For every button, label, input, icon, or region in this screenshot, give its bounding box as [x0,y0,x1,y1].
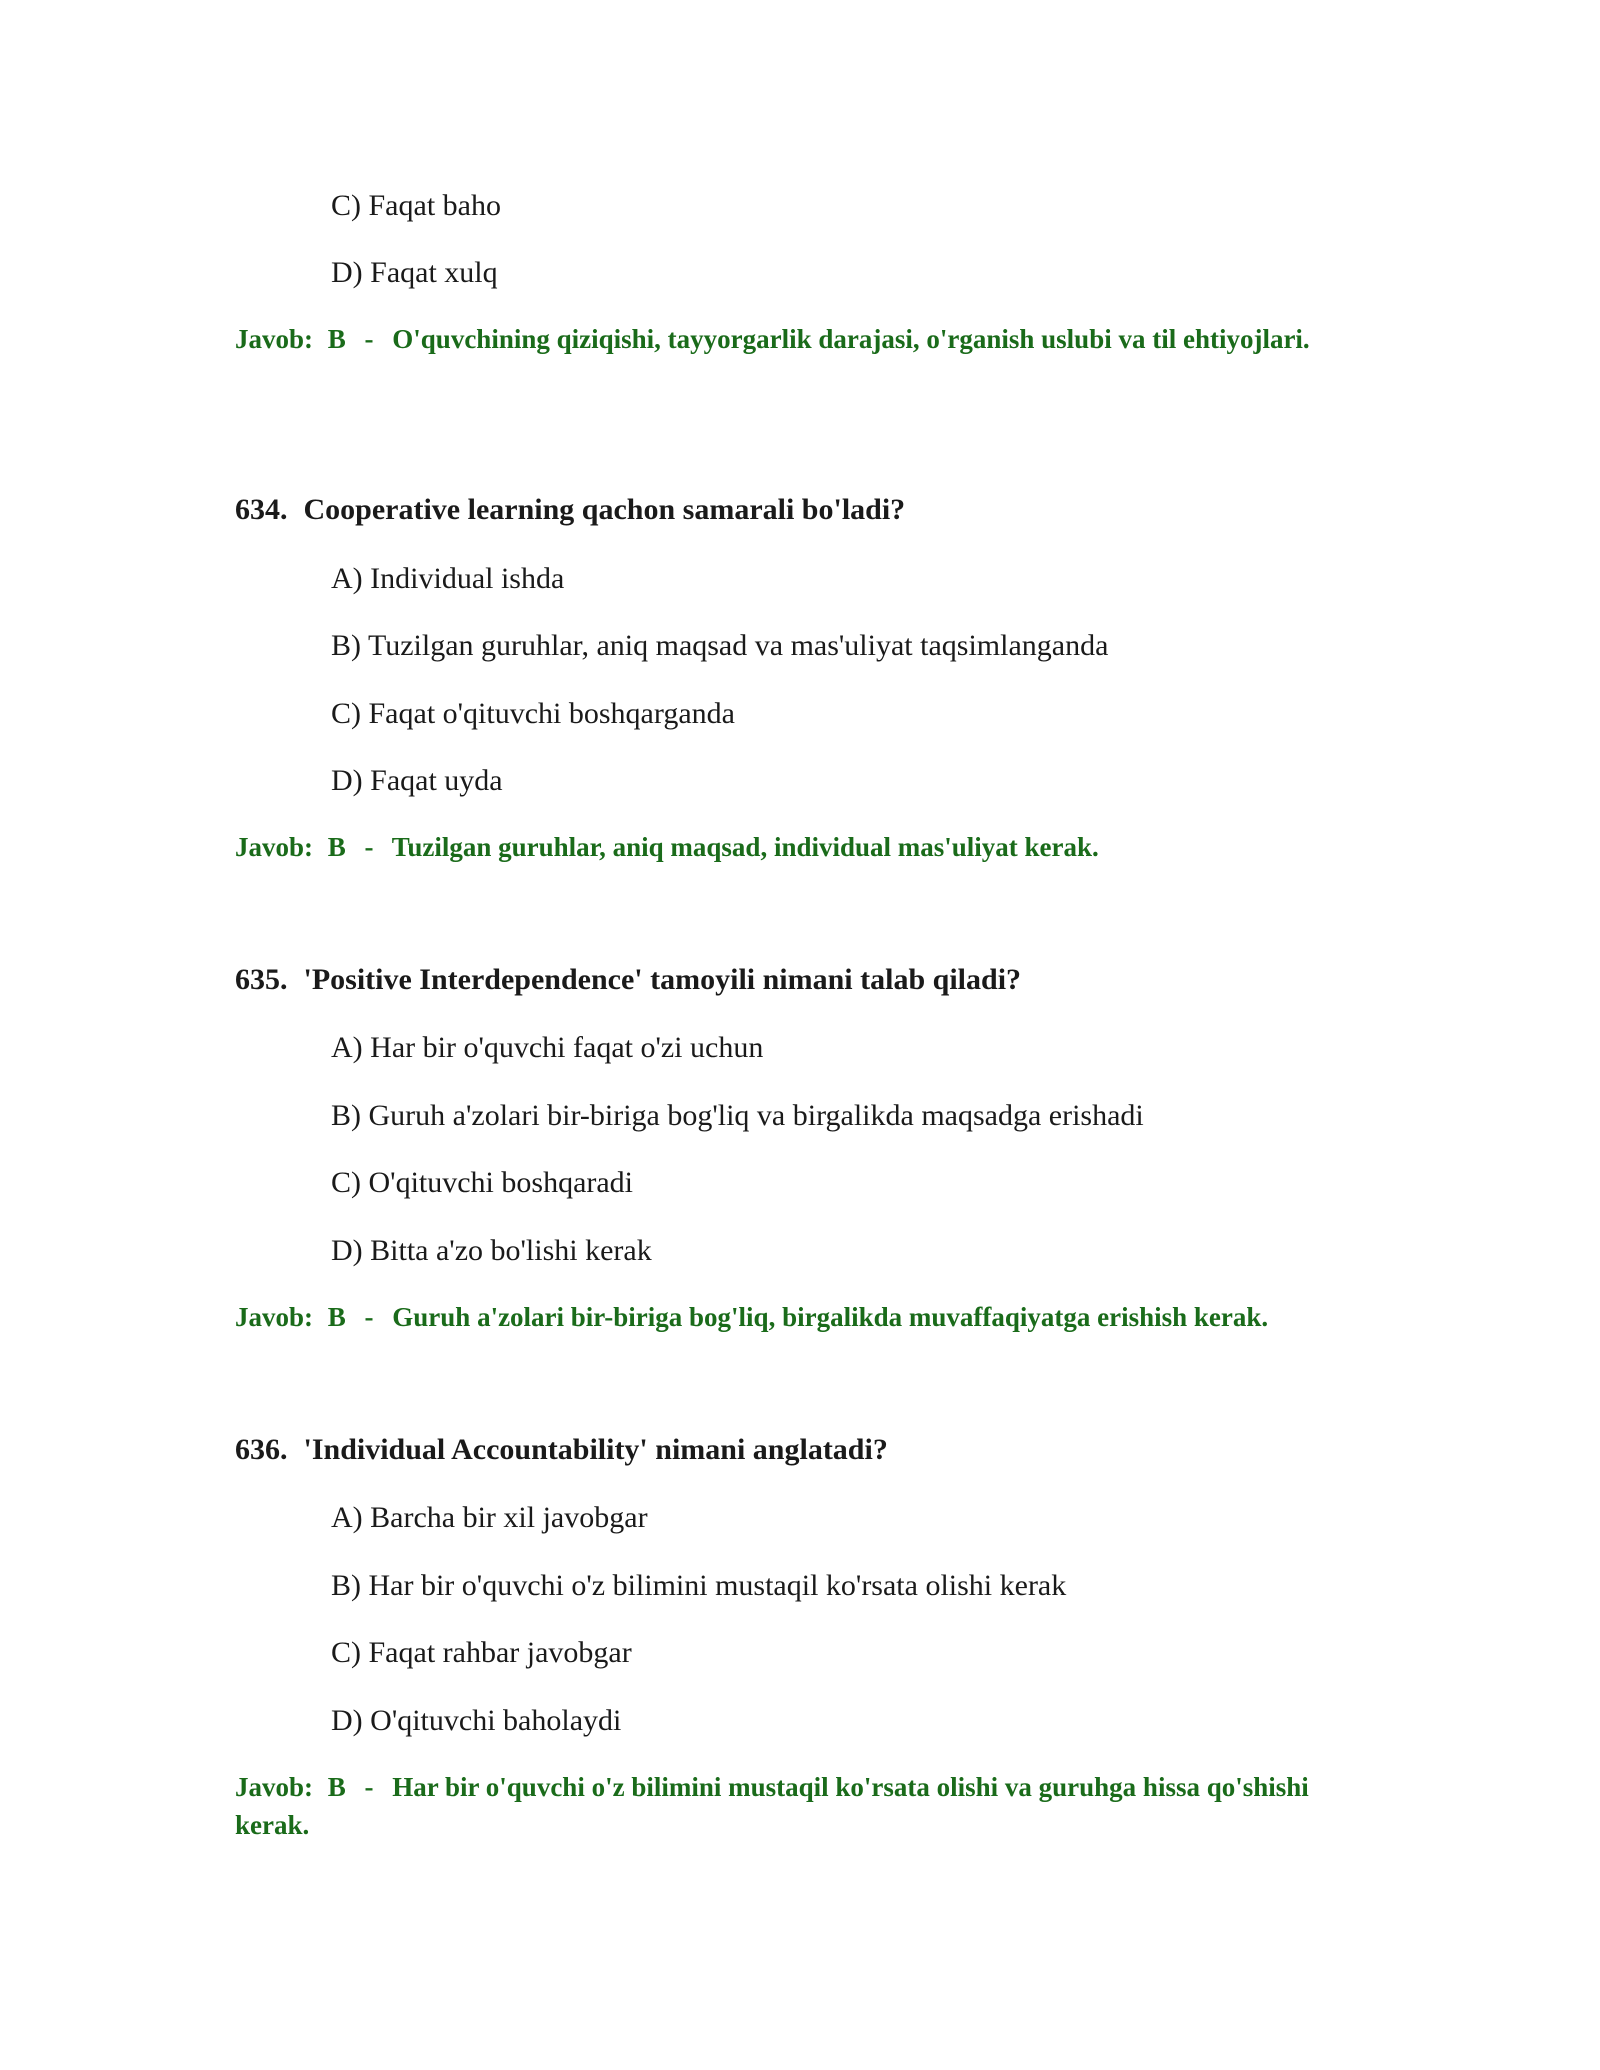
question-636 [235,1432,888,1468]
option-a: A) Barcha bir xil javobgar [331,1501,648,1534]
option-d: D) Bitta a'zo bo'lishi kerak [331,1234,652,1267]
option-c: C) Faqat rahbar javobgar [331,1636,632,1669]
answer-line [235,320,1345,358]
option-d: D) Faqat uyda [331,764,503,797]
option-a: A) Individual ishda [331,562,565,595]
answer-separator: - [364,324,374,354]
answer-separator: - [364,832,374,862]
answer-explanation: O'quvchining qiziqishi, tayyorgarlik darajasi, o'rganish uslubi va til ehtiyojlari. [392,324,1310,354]
question-text: 'Positive Interdependence' tamoyili nimani talab qiladi? [303,963,1022,996]
option-d: D) Faqat xulq [331,256,498,289]
option-c: C) O'qituvchi boshqaradi [331,1166,634,1199]
answer-explanation: Har bir o'quvchi o'z bilimini mustaqil ko'rsata olishi va guruhga hissa qo'shishi kerak. [235,1772,1309,1840]
answer-prefix: Javob: [235,1302,314,1332]
answer-line [235,828,1345,866]
answer-separator: - [364,1772,374,1802]
answer-prefix: Javob: [235,832,314,862]
question-text: Cooperative learning qachon samarali bo'ladi? [303,493,906,526]
question-635 [235,962,1021,998]
option-b: B) Har bir o'quvchi o'z bilimini mustaqil ko'rsata olishi kerak [331,1569,1067,1602]
answer-letter: B [327,1772,346,1802]
option-a: A) Har bir o'quvchi faqat o'zi uchun [331,1031,764,1064]
answer-prefix: Javob: [235,1772,314,1802]
answer-letter: B [327,324,346,354]
answer-separator: - [364,1302,374,1332]
answer-prefix: Javob: [235,324,314,354]
option-b: B) Guruh a'zolari bir-biriga bog'liq va birgalikda maqsadga erishadi [331,1099,1144,1132]
option-c: C) Faqat o'qituvchi boshqarganda [331,697,735,730]
option-b: B) Tuzilgan guruhlar, aniq maqsad va mas'uliyat taqsimlanganda [331,629,1109,662]
option-d: D) O'qituvchi baholaydi [331,1704,622,1737]
option-c: C) Faqat baho [331,189,501,222]
question-634 [235,492,905,528]
answer-explanation: Guruh a'zolari bir-biriga bog'liq, birgalikda muvaffaqiyatga erishish kerak. [392,1302,1269,1332]
question-text: 'Individual Accountability' nimani anglatadi? [303,1433,888,1466]
answer-explanation: Tuzilgan guruhlar, aniq maqsad, individual mas'uliyat kerak. [391,832,1099,862]
answer-letter: B [327,832,346,862]
answer-line [235,1298,1345,1336]
answer-letter: B [327,1302,346,1332]
question-number: 634. [235,493,288,526]
question-number: 635. [235,963,288,996]
question-number: 636. [235,1433,288,1466]
answer-line [235,1768,1345,1844]
